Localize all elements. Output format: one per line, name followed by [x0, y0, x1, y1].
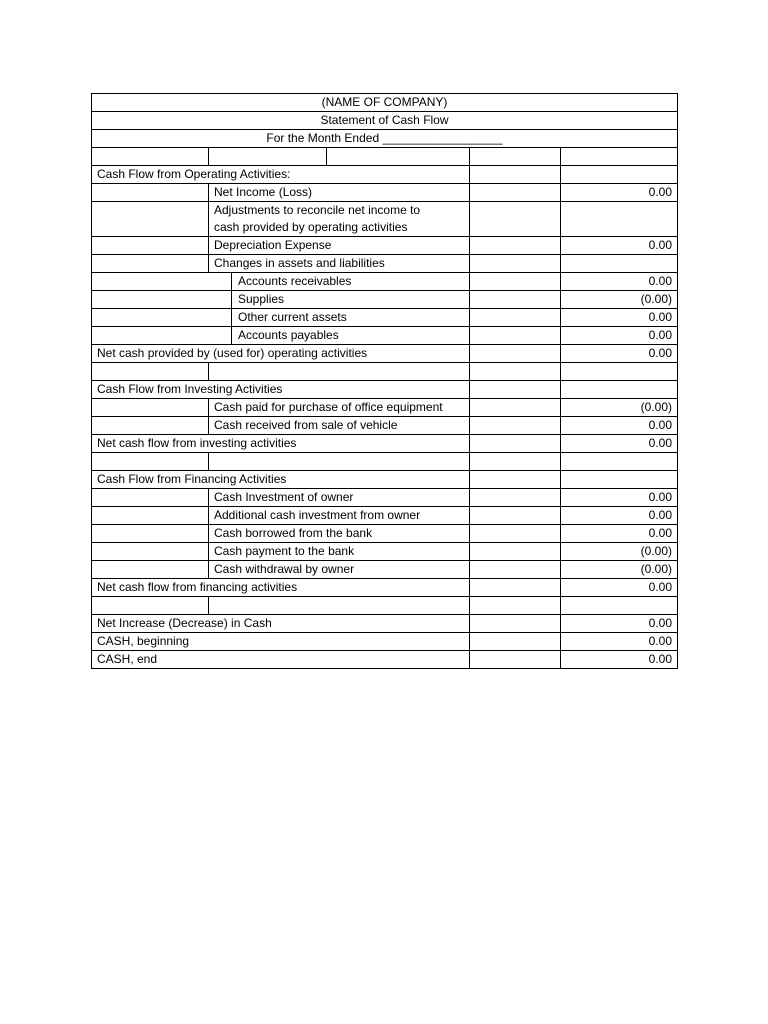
investing-section-title: Cash Flow from Investing Activities	[97, 382, 283, 396]
adjustments-label-line1: Adjustments to reconcile net income to	[214, 203, 421, 217]
table-row	[91, 327, 678, 345]
operating-item-label: Accounts payables	[238, 328, 339, 342]
operating-title-row	[91, 166, 678, 184]
operating-net-value: 0.00	[648, 346, 672, 360]
operating-item-label: Accounts receivables	[238, 274, 352, 288]
table-row	[91, 399, 678, 417]
table-row	[91, 507, 678, 525]
financing-title-row	[91, 471, 678, 489]
investing-net-label: Net cash flow from investing activities	[97, 436, 297, 450]
operating-item-value: 0.00	[648, 328, 672, 342]
blank-row	[91, 597, 678, 615]
investing-item-value: 0.00	[648, 418, 672, 432]
table-row	[91, 291, 678, 309]
investing-item-value: (0.00)	[640, 400, 672, 414]
financing-item-label: Cash borrowed from the bank	[214, 526, 373, 540]
operating-net-row	[91, 345, 678, 363]
financing-net-value: 0.00	[648, 580, 672, 594]
cash-end-value: 0.00	[648, 652, 672, 666]
net-income-value: 0.00	[648, 185, 672, 199]
financing-item-label: Cash Investment of owner	[214, 490, 354, 504]
blank-row	[91, 363, 678, 381]
financing-item-value: 0.00	[648, 508, 672, 522]
financing-net-label: Net cash flow from financing activities	[97, 580, 298, 594]
operating-item-label: Supplies	[238, 292, 285, 306]
financing-item-label: Cash payment to the bank	[214, 544, 355, 558]
depreciation-value: 0.00	[648, 238, 672, 252]
operating-section-title: Cash Flow from Operating Activities:	[97, 167, 291, 181]
table-row	[91, 417, 678, 435]
investing-net-row	[91, 435, 678, 453]
blank-row	[91, 148, 678, 166]
financing-item-value: (0.00)	[640, 562, 672, 576]
financing-item-label: Additional cash investment from owner	[214, 508, 421, 522]
operating-net-label: Net cash provided by (used for) operating activities	[97, 346, 368, 360]
net-increase-value: 0.00	[648, 616, 672, 630]
operating-item-value: 0.00	[648, 274, 672, 288]
investing-item-label: Cash paid for purchase of office equipment	[214, 400, 443, 414]
table-row	[91, 273, 678, 291]
cash-flow-statement-table	[91, 93, 678, 669]
investing-net-value: 0.00	[648, 436, 672, 450]
table-row	[91, 561, 678, 579]
investing-item-label: Cash received from sale of vehicle	[214, 418, 398, 432]
header-statement-row	[91, 112, 678, 130]
net-increase-row	[91, 615, 678, 633]
depreciation-label: Depreciation Expense	[214, 238, 332, 252]
net-increase-label: Net Increase (Decrease) in Cash	[97, 616, 272, 630]
statement-title: Statement of Cash Flow	[320, 113, 449, 127]
table-row	[91, 543, 678, 561]
operating-item-label: Other current assets	[238, 310, 347, 324]
company-name: (NAME OF COMPANY)	[321, 95, 448, 109]
financing-net-row	[91, 579, 678, 597]
investing-title-row	[91, 381, 678, 399]
table-row	[91, 525, 678, 543]
statement-period: For the Month Ended __________________	[266, 131, 503, 145]
adjustments-label-line2: cash provided by operating activities	[214, 220, 408, 234]
operating-item-value: 0.00	[648, 310, 672, 324]
operating-item-value: (0.00)	[640, 292, 672, 306]
financing-item-value: (0.00)	[640, 544, 672, 558]
financing-item-value: 0.00	[648, 526, 672, 540]
financing-item-label: Cash withdrawal by owner	[214, 562, 355, 576]
table-row	[91, 309, 678, 327]
cash-end-row	[91, 651, 678, 669]
net-income-row	[91, 184, 678, 202]
cash-beginning-value: 0.00	[648, 634, 672, 648]
cash-end-label: CASH, end	[97, 652, 158, 666]
changes-label: Changes in assets and liabilities	[214, 256, 385, 270]
header-company-row	[91, 94, 678, 112]
header-period-row	[91, 130, 678, 148]
blank-row	[91, 453, 678, 471]
cash-beginning-label: CASH, beginning	[97, 634, 190, 648]
depreciation-row	[91, 237, 678, 255]
financing-section-title: Cash Flow from Financing Activities	[97, 472, 287, 486]
adjustments-row	[91, 202, 678, 237]
cash-beginning-row	[91, 633, 678, 651]
net-income-label: Net Income (Loss)	[214, 185, 313, 199]
financing-item-value: 0.00	[648, 490, 672, 504]
table-row	[91, 489, 678, 507]
changes-row	[91, 255, 678, 273]
